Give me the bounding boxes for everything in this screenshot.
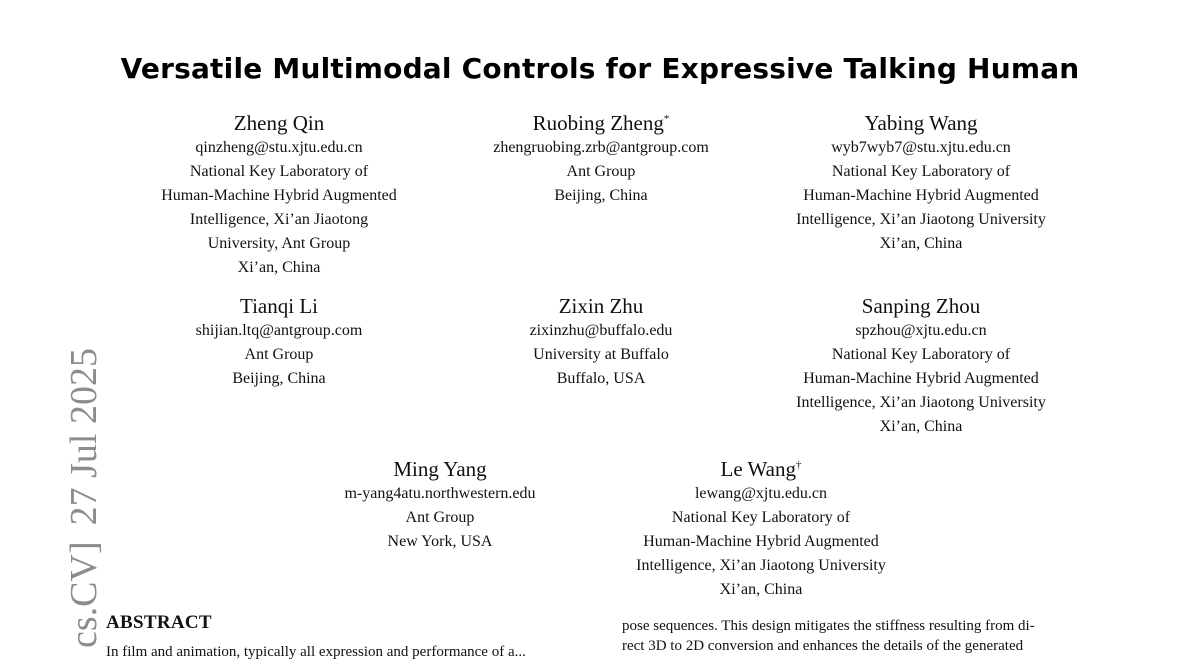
body-text-line: pose sequences. This design mitigates the stiffness resulting from di-	[622, 618, 1035, 634]
abstract-heading: ABSTRACT	[106, 612, 212, 633]
author-block	[456, 110, 746, 208]
author-affiliation-line: Human-Machine Hybrid Augmented	[803, 187, 1039, 204]
author-affiliation-line: Human-Machine Hybrid Augmented	[803, 370, 1039, 387]
author-location: Xi’an, China	[879, 418, 963, 435]
author-name: Le Wang†	[720, 457, 802, 481]
author-location: New York, USA	[387, 533, 493, 550]
author-location: Buffalo, USA	[556, 370, 646, 387]
author-name: Ruobing Zheng*	[532, 111, 670, 135]
author-affiliation-line: University, Ant Group	[207, 235, 351, 252]
author-email: zixinzhu@buffalo.edu	[529, 322, 673, 339]
author-location: Xi’an, China	[879, 235, 963, 252]
author-affiliation-line: Human-Machine Hybrid Augmented	[643, 533, 879, 550]
author-affiliation-line: University at Buffalo	[533, 346, 669, 363]
author-affiliation-line: Ant Group	[405, 509, 475, 526]
author-block	[456, 293, 746, 391]
dagger-marker: †	[795, 459, 802, 471]
author-block	[766, 110, 1076, 256]
arxiv-date: 27 Jul 2025	[63, 348, 105, 526]
author-name: Tianqi Li	[240, 294, 318, 318]
author-affiliation-line: National Key Laboratory of	[831, 346, 1011, 363]
corresponding-author-marker: *	[663, 113, 670, 125]
author-block	[766, 293, 1076, 439]
author-email: qinzheng@stu.xjtu.edu.cn	[195, 139, 363, 156]
author-affiliation-line: Ant Group	[566, 163, 636, 180]
author-location: Xi’an, China	[719, 581, 803, 598]
author-email: zhengruobing.zrb@antgroup.com	[493, 139, 709, 156]
author-email: spzhou@xjtu.edu.cn	[855, 322, 987, 339]
author-email: lewang@xjtu.edu.cn	[694, 485, 828, 502]
author-block	[300, 456, 580, 554]
author-name: Ming Yang	[393, 457, 487, 481]
author-name: Yabing Wang	[864, 111, 978, 135]
author-block	[130, 110, 428, 280]
author-block	[606, 456, 916, 602]
author-affiliation-line: National Key Laboratory of	[671, 509, 851, 526]
author-name: Zheng Qin	[233, 111, 325, 135]
author-location: Beijing, China	[554, 187, 648, 204]
author-affiliation-line: Ant Group	[244, 346, 314, 363]
author-affiliation-line: Intelligence, Xi’an Jiaotong University	[636, 557, 886, 574]
author-location: Xi’an, China	[237, 259, 321, 276]
author-email: shijian.ltq@antgroup.com	[195, 322, 363, 339]
author-affiliation-line: National Key Laboratory of	[189, 163, 369, 180]
author-email: m-yang4atu.northwestern.edu	[344, 485, 536, 502]
author-affiliation-line: Intelligence, Xi’an Jiaotong University	[796, 394, 1046, 411]
author-affiliation-line: Human-Machine Hybrid Augmented	[161, 187, 397, 204]
author-name: Zixin Zhu	[558, 294, 644, 318]
author-affiliation-line: National Key Laboratory of	[831, 163, 1011, 180]
paper-title: Versatile Multimodal Controls for Expressive Talking Human	[120, 52, 1080, 85]
body-text-line: rect 3D to 2D conversion and enhances the details of the generated	[622, 638, 1024, 654]
author-affiliation-line: Intelligence, Xi’an Jiaotong University	[796, 211, 1046, 228]
abstract-text: In film and animation, typically all expression and performance of a...	[106, 644, 526, 660]
right-column-text	[622, 616, 1100, 654]
author-affiliation-line: Intelligence, Xi’an Jiaotong	[189, 211, 369, 228]
author-email: wyb7wyb7@stu.xjtu.edu.cn	[831, 139, 1011, 156]
arxiv-identifier-stamp	[62, 332, 106, 648]
arxiv-category: cs.CV]	[63, 541, 105, 648]
author-block	[130, 293, 428, 391]
author-name: Sanping Zhou	[861, 294, 981, 318]
author-location: Beijing, China	[232, 370, 326, 387]
